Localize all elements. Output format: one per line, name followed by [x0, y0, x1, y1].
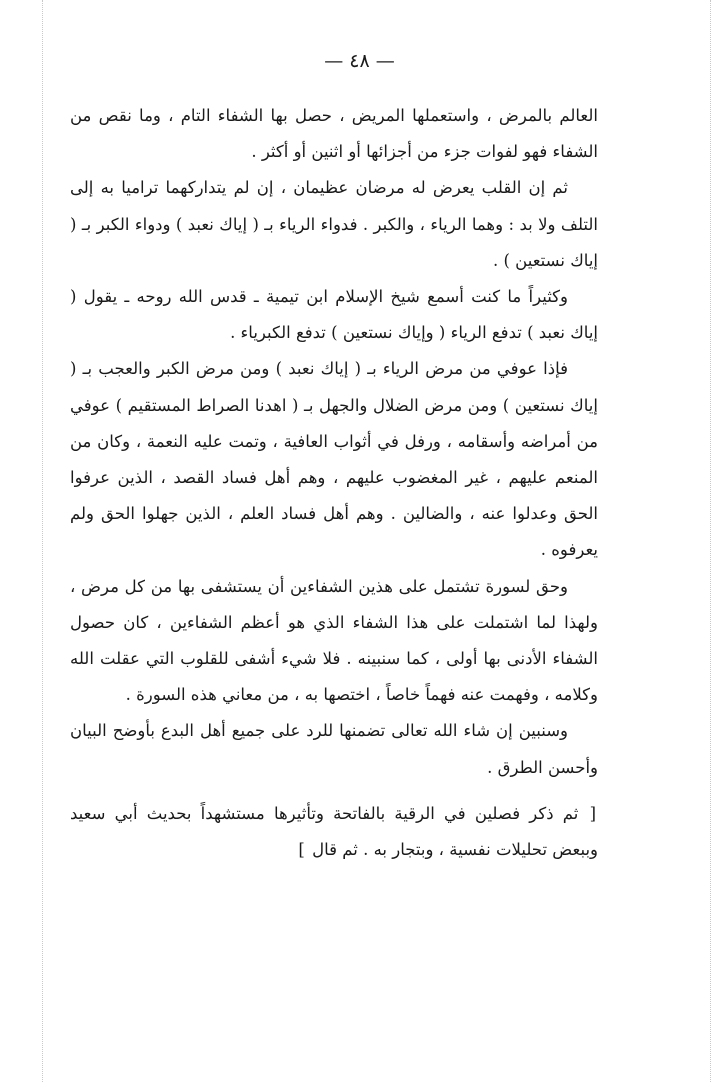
paragraph: فإذا عوفي من مرض الرياء بـ ( إياك نعبد ) ومن مرض الكبر والعجب بـ ( إياك نستعين ) ومن مرض الضلال والجهل بـ ( اهدنا الصراط المستقيم ) عوفي من أمراضه وأسقامه ، ورفل في أثواب العافية ، وتمت عليه النعمة ، وكان من المنعم عليهم ، غير المغضوب عليهم ، وهم أهل فساد القصد ، الذين عرفوا الحق وعدلوا عنه ، والضالين . وهم أهل فساد العلم ، الذين جهلوا الحق ولم يعرفوه .: [70, 359, 598, 560]
scan-artifact-line: [710, 0, 711, 1082]
page-number: — ٤٨ —: [324, 50, 395, 72]
paragraph: وحق لسورة تشتمل على هذين الشفاءين أن يستشفى بها من كل مرض ، ولهذا لما اشتملت على هذا الشفاء الذي هو أعظم الشفاءين ، كان حصول الشفاء الأدنى بها أولى ، كما سنبينه . فلا شيء أشفى للقلوب التي عقلت الله وكلامه ، وفهمت عنه فهماً خاصاً ، اختصها به ، من معاني هذه السورة .: [70, 576, 598, 705]
scan-artifact-line: [42, 0, 43, 1082]
note-close-bracket: ]: [298, 839, 305, 859]
paragraph: وسنبين إن شاء الله تعالى تضمنها للرد على جميع أهل البدع بأوضح البيان وأحسن الطرق .: [70, 721, 598, 777]
note-open-bracket: [: [589, 803, 596, 823]
body-text: [70, 98, 598, 868]
note-text: ثم ذكر فصلين في الرقية بالفاتحة وتأثيرها مستشهداً بحديث أبي سعيد وببعض تحليلات نفسية ، وبتجار به . ثم قال: [70, 803, 598, 859]
paragraph: العالم بالمرض ، واستعملها المريض ، حصل بها الشفاء التام ، وما نقص من الشفاء فهو لفوات جزء من أجزائها أو اثنين أو أكثر .: [70, 106, 598, 162]
paragraph: وكثيراً ما كنت أسمع شيخ الإسلام ابن تيمية ـ قدس الله روحه ـ يقول ( إياك نعبد ) تدفع الرياء ( وإياك نستعين ) تدفع الكبرياء .: [70, 287, 598, 343]
editor-note: [70, 796, 598, 868]
paragraph: ثم إن القلب يعرض له مرضان عظيمان ، إن لم يتداركهما تراميا به إلى التلف ولا بد : وهما الرياء ، والكبر . فدواء الرياء بـ ( إياك نعبد ) ودواء الكبر بـ ( إياك نستعين ) .: [70, 178, 598, 270]
